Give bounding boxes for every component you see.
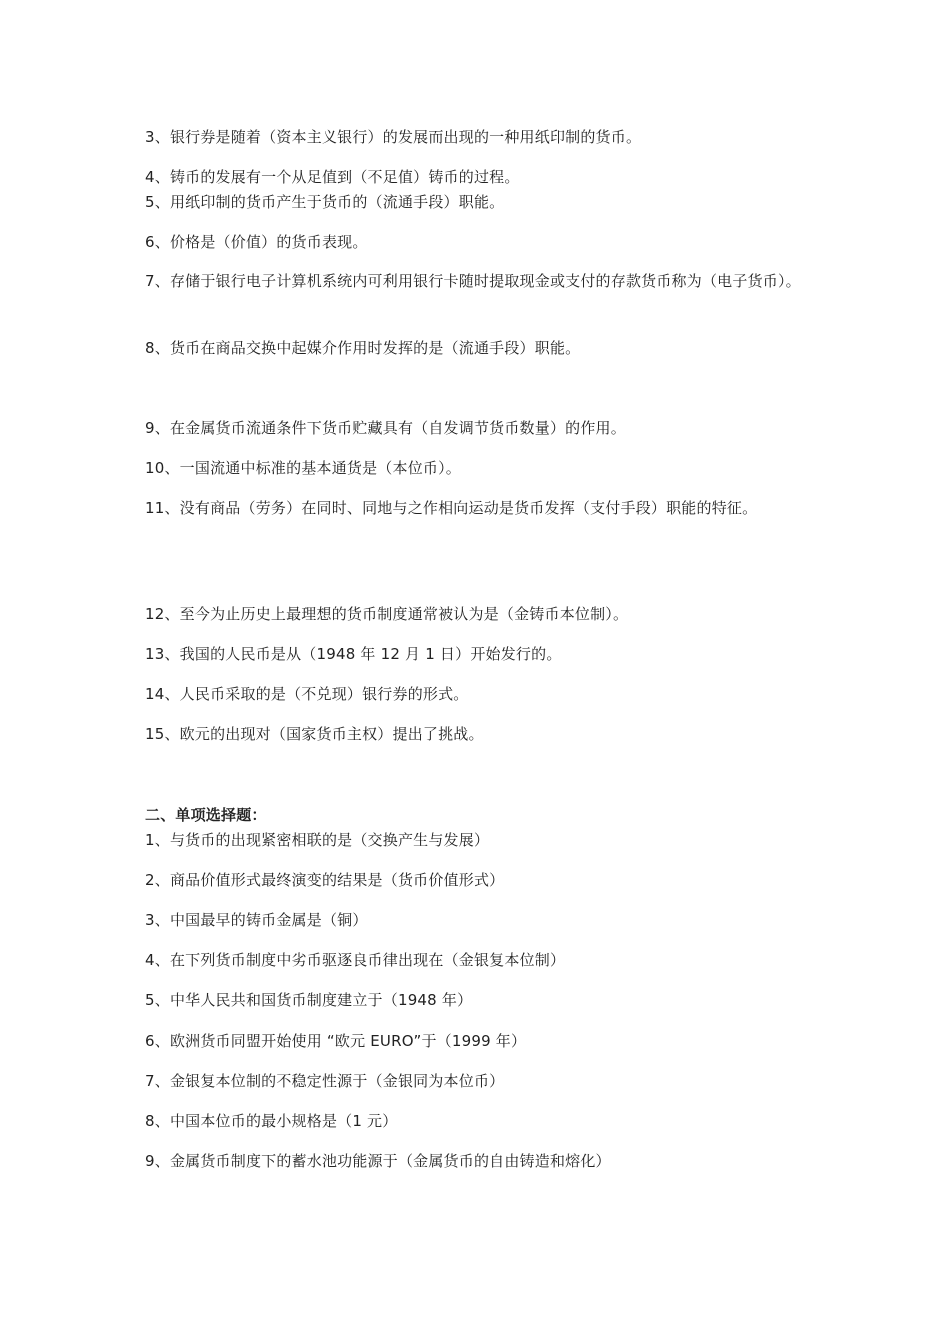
choice-item-3: 3、中国最早的铸币金属是（铜） (145, 911, 368, 929)
choice-item-9: 9、金属货币制度下的蓄水池功能源于（金属货币的自由铸造和熔化） (145, 1152, 611, 1170)
fill-item-11: 11、没有商品（劳务）在同时、同地与之作相向运动是货币发挥（支付手段）职能的特征。 (145, 499, 758, 517)
choice-item-6: 6、欧洲货币同盟开始使用 “欧元 EURO”于（1999 年） (145, 1032, 527, 1050)
fill-item-10: 10、一国流通中标准的基本通货是（本位币）。 (145, 459, 461, 477)
choice-item-2: 2、商品价值形式最终演变的结果是（货币价值形式） (145, 871, 505, 889)
choice-item-5: 5、中华人民共和国货币制度建立于（1948 年） (145, 991, 473, 1009)
fill-item-3: 3、银行券是随着（资本主义银行）的发展而出现的一种用纸印制的货币。 (145, 128, 642, 146)
fill-item-6: 6、价格是（价值）的货币表现。 (145, 233, 368, 251)
fill-item-13: 13、我国的人民币是从（1948 年 12 月 1 日）开始发行的。 (145, 645, 562, 663)
choice-item-1: 1、与货币的出现紧密相联的是（交换产生与发展） (145, 831, 490, 849)
fill-item-7: 7、存储于银行电子计算机系统内可利用银行卡随时提取现金或支付的存款货币称为（电子货币）。 (145, 272, 801, 290)
choice-item-4: 4、在下列货币制度中劣币驱逐良币律出现在（金银复本位制） (145, 951, 566, 969)
choice-item-7: 7、金银复本位制的不稳定性源于（金银同为本位币） (145, 1072, 505, 1090)
choice-item-8: 8、中国本位币的最小规格是（1 元） (145, 1112, 398, 1130)
fill-item-14: 14、人民币采取的是（不兑现）银行券的形式。 (145, 685, 469, 703)
fill-item-9: 9、在金属货币流通条件下货币贮藏具有（自发调节货币数量）的作用。 (145, 419, 626, 437)
fill-item-15: 15、欧元的出现对（国家货币主权）提出了挑战。 (145, 725, 484, 743)
fill-item-8: 8、货币在商品交换中起媒介作用时发挥的是（流通手段）职能。 (145, 339, 581, 357)
fill-item-4: 4、铸币的发展有一个从足值到（不足值）铸币的过程。 (145, 168, 520, 186)
section-heading: 二、单项选择题： (145, 806, 267, 824)
fill-item-12: 12、至今为止历史上最理想的货币制度通常被认为是（金铸币本位制）。 (145, 605, 629, 623)
fill-item-5: 5、用纸印制的货币产生于货币的（流通手段）职能。 (145, 193, 505, 211)
